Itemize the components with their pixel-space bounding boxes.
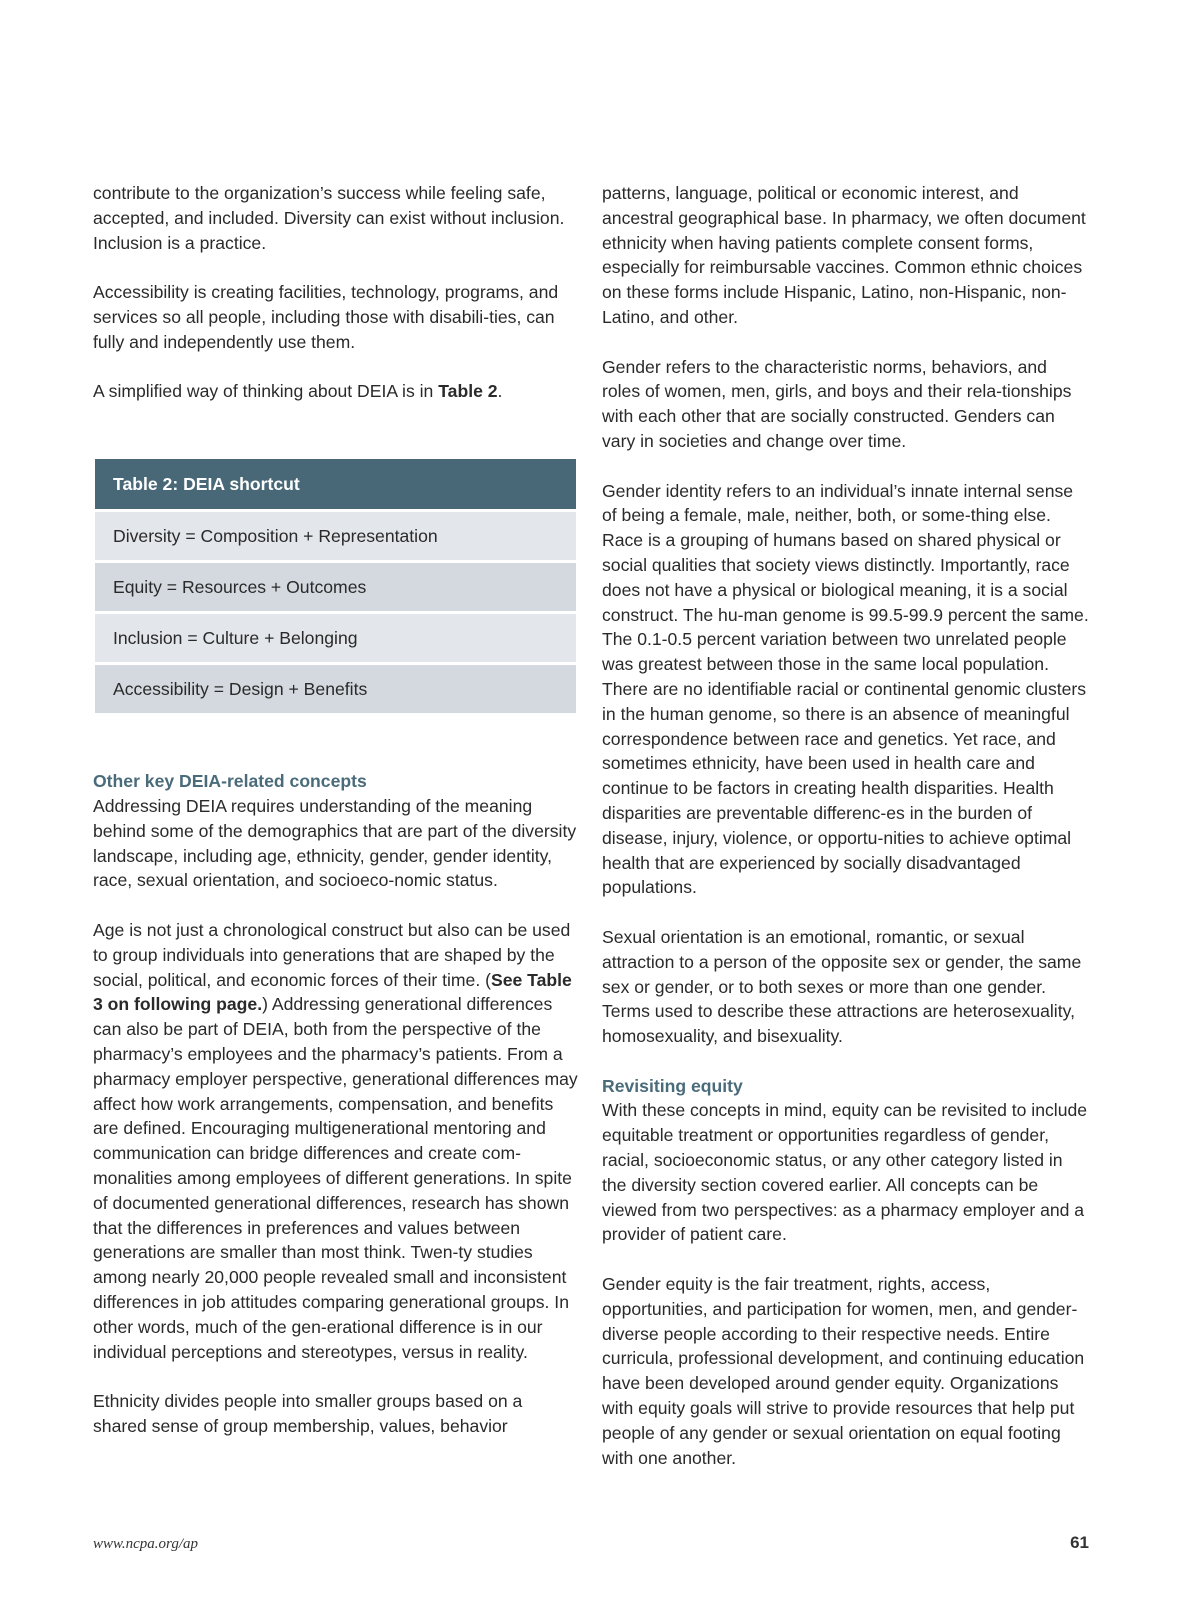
paragraph-equity: With these concepts in mind, equity can be revisited to include equitable treatment or opportunities regardless of gender, racial, socioeconomic status, or any other category listed in the diversity section covered earlier. All concepts can be viewed from two perspectives: as a pharmacy employer and a provider of patient care.: [602, 1100, 1088, 1245]
section-heading: Other key DEIA-related concepts: [93, 771, 367, 792]
paragraph-deia-intro: [93, 379, 578, 404]
section-revisiting-equity: [602, 1074, 1089, 1248]
paragraph-inclusion: contribute to the organization’s success while feeling safe, accepted, and included. Diversity can exist without inclusion. Inclusion is a practice.: [93, 183, 565, 253]
paragraph-gender-identity: Gender identity refers to an individual’s innate internal sense of being a female, male, neither, both, or some-thing else. Race is a grouping of humans based on shared physical or social qualities that society views distinctly. Importantly, race does not have a physical or biological meaning, it is a social construct. The hu-man genome is 99.5-99.9 percent the same. The 0.1-0.5 percent variation between two unrelated people was greatest between those in the same local population. There are no identifiable racial or continental genomic clusters in the human genome, so there is an absence of meaningful correspondence between race and genetics. Yet race, and sometimes ethnicity, have been used in health care and continue to be factors in creating health disparities. Health disparities are preventable differenc-es in the burden of disease, injury, violence, or opportu-nities to achieve optimal health that are experienced by socially disadvantaged populations.: [602, 480, 1089, 898]
table-2-reference: Table 2: [438, 381, 498, 402]
deia-shortcut-table: [95, 459, 576, 713]
section-heading: Revisiting equity: [602, 1075, 743, 1096]
table-row: Diversity = Composition + Representation: [95, 512, 576, 560]
paragraph-accessibility: Accessibility is creating facilities, technology, programs, and services so all people, including those with disabili-ties, can fully and independently use them.: [93, 282, 559, 352]
paragraph-ethnicity-cont: patterns, language, political or economic interest, and ancestral geographical base. In pharmacy, we often document ethnicity when having patients complete consent forms, especially for reimbursable vaccines. Common ethnic choices on these forms include Hispanic, Latino, non-Hispanic, non-Latino, and other.: [602, 183, 1086, 327]
intro-period: .: [497, 381, 503, 402]
paragraph-ethnicity: Ethnicity divides people into smaller groups based on a shared sense of group membership, values, behavior: [93, 1391, 523, 1436]
intro-text: A simplified way of thinking about DEIA is in: [93, 381, 439, 402]
right-column: [602, 181, 1089, 1470]
page-number: 61: [1070, 1533, 1089, 1552]
paragraph-gender: Gender refers to the characteristic norms, behaviors, and roles of women, men, girls, and boys and their rela-tionships with each other that are socially constructed. Genders can vary in societies and change over time.: [602, 356, 1072, 451]
footer-url: www.ncpa.org/ap: [93, 1536, 199, 1552]
table-row: Equity = Resources + Outcomes: [95, 563, 576, 611]
paragraph-gender-equity: Gender equity is the fair treatment, rights, access, opportunities, and participation for women, men, and gender-diverse people according to their respective needs. Entire curricula, professional development, and continuing education have been developed around gender equity. Organizations with equity goals will strive to provide resources that help put people of any gender or sexual orientation on equal footing with one another.: [602, 1274, 1085, 1468]
section-other-concepts: [93, 769, 578, 893]
left-column: [93, 181, 578, 1439]
table-title: Table 2: DEIA shortcut: [95, 459, 576, 509]
table-row: Inclusion = Culture + Belonging: [95, 614, 576, 662]
table-3-reference: See Table 3 on following page.: [93, 969, 572, 1015]
paragraph-age: [93, 918, 578, 1364]
table-row: Accessibility = Design + Benefits: [95, 665, 576, 713]
age-text-rest: ) Addressing generational differences can also be part of DEIA, both from the perspective of the pharmacy’s employees and the pharmacy’s patients. From a pharmacy employer perspective, generational differences may affect how work arrangements, compensation, and benefits are defined. Encouraging multigenerational mentoring and communication can bridge differences and create com-monalities among employees of different generations. In spite of documented generational differences, research has shown that the differences in preferences and values between generations are smaller than most think. Twen-ty studies among nearly 20,000 people revealed small and inconsistent differences in job attitudes comparing generational groups. In other words, much of the gen-erational difference is in our individual perceptions and stereotypes, versus in reality.: [93, 994, 578, 1362]
paragraph-demographics: Addressing DEIA requires understanding of the meaning behind some of the demographics that are part of the diversity landscape, including age, ethnicity, gender, gender identity, race, sexual orientation, and socioeco-nomic status.: [93, 795, 577, 891]
paragraph-sexual-orientation: Sexual orientation is an emotional, romantic, or sexual attraction to a person of the opposite sex or gender, the same sex or gender, or to both sexes or more than one gender. Terms used to describe these attractions are heterosexuality, homosexuality, and bisexuality.: [602, 926, 1082, 1047]
age-text-start: Age is not just a chronological construct but also can be used to group individuals into generations that are shaped by the social, political, and economic forces of their time. (: [93, 919, 571, 990]
